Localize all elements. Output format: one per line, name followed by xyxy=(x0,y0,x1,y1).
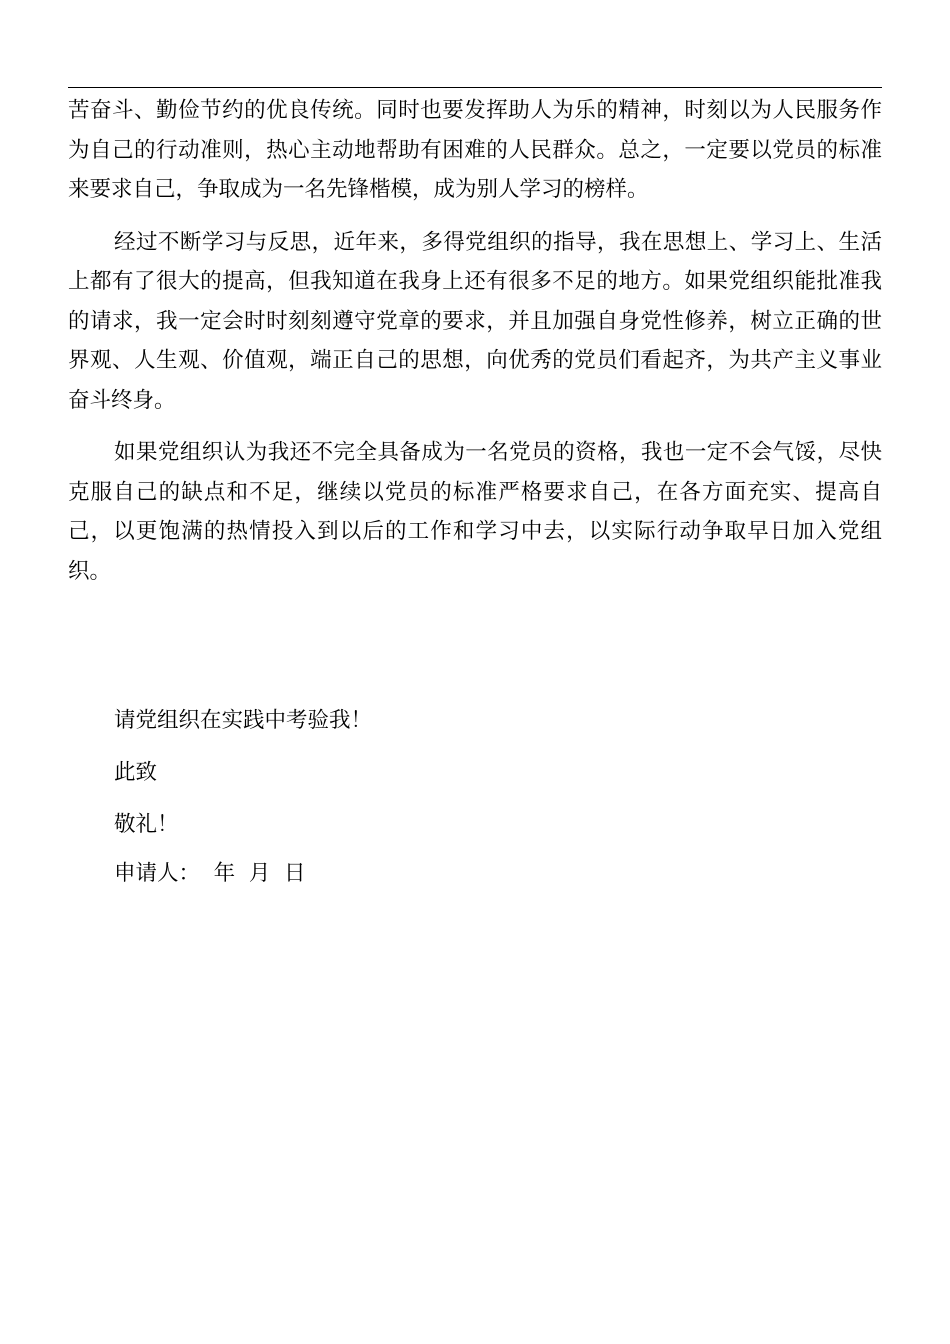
closing-salutation: 此致 xyxy=(114,760,158,785)
closing-request: 请党组织在实践中考验我！ xyxy=(114,708,373,733)
paragraph-continuation: 苦奋斗、勤俭节约的优良传统。同时也要发挥助人为乐的精神，时刻以为人民服务作为自己的行动准则，热心主动地帮助有困难的人民群众。总之，一定要以党员的标准来要求自己，争取成为一名先锋楷模，成为别人学习的榜样。 xyxy=(68,98,882,202)
signature-line: 申请人： 年 月 日 xyxy=(114,861,306,886)
header-rule xyxy=(68,87,882,88)
letter-body xyxy=(68,91,882,604)
paragraph-reflection: 经过不断学习与反思，近年来，多得党组织的指导，我在思想上、学习上、生活上都有了很大的提高，但我知道在我身上还有很多不足的地方。如果党组织能批准我的请求，我一定会时时刻刻遵守党章的要求，并且加强自身党性修养，树立正确的世界观、人生观、价值观，端正自己的思想，向优秀的党员们看起齐，为共产主义事业奋斗终身。 xyxy=(68,229,882,413)
paragraph-commitment: 如果党组织认为我还不完全具备成为一名党员的资格，我也一定不会气馁，尽快克服自己的缺点和不足，继续以党员的标准严格要求自己，在各方面充实、提高自己，以更饱满的热情投入到以后的工作和学习中去，以实际行动争取早日加入党组织。 xyxy=(68,440,882,584)
closing-respect: 敬礼！ xyxy=(114,812,179,837)
